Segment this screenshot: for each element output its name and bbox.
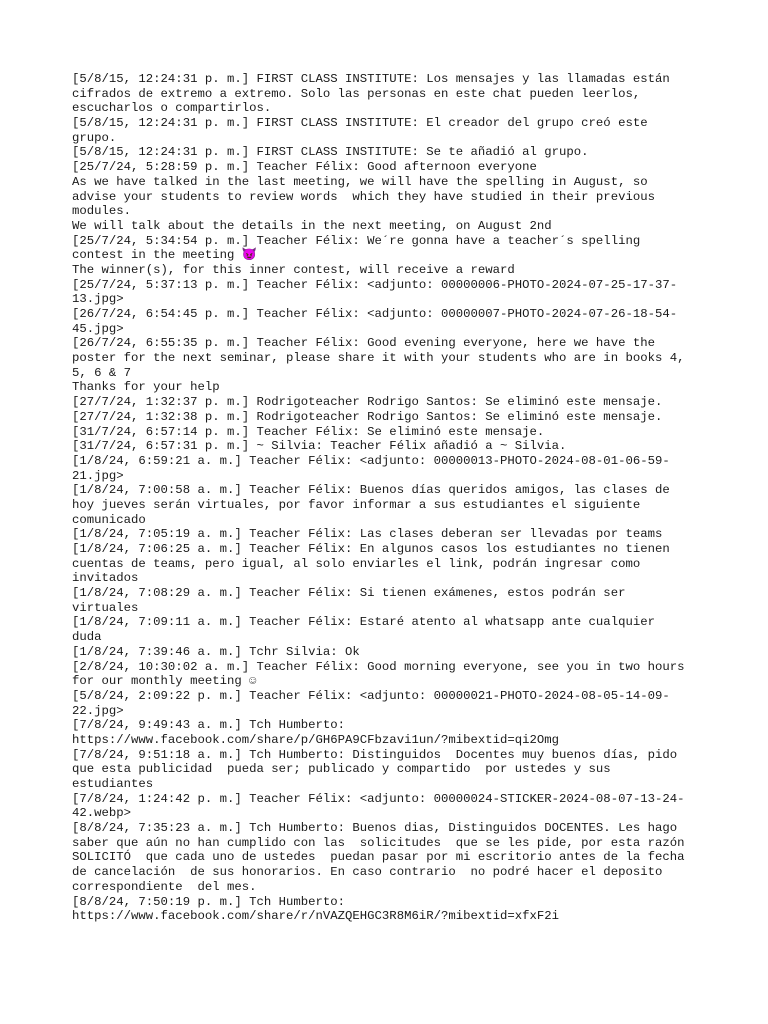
text-line: de cancelación de sus honorarios. En caso contrario no podré hacer el deposito [72, 865, 663, 880]
text-line: [7/8/24, 9:51:18 a. m.] Tch Humberto: Distinguidos Docentes muy buenos días, pido [72, 747, 678, 762]
text-line: [5/8/15, 12:24:31 p. m.] FIRST CLASS INSTITUTE: El creador del grupo creó este [72, 116, 648, 131]
text-line: 21.jpg> [72, 468, 124, 483]
text-line: https://www.facebook.com/share/r/nVAZQEHGC3R8M6iR/?mibextid=xfxF2i [72, 909, 560, 924]
text-line: [27/7/24, 1:32:38 p. m.] Rodrigoteacher Rodrigo Santos: Se eliminó este mensaje. [72, 409, 663, 424]
text-line: The winner(s), for this inner contest, will receive a reward [72, 262, 515, 277]
text-line: advise your students to review words which they have studied in their previous [72, 189, 655, 204]
text-line: [1/8/24, 6:59:21 a. m.] Teacher Félix: <adjunto: 00000013-PHOTO-2024-08-01-06-59- [72, 453, 670, 468]
text-line: [5/8/24, 2:09:22 p. m.] Teacher Félix: <adjunto: 00000021-PHOTO-2024-08-05-14-09- [72, 688, 670, 703]
text-line: cuentas de teams, pero igual, al solo enviarles el link, podrán ingresar como [72, 556, 641, 571]
text-line: https://www.facebook.com/share/p/GH6PA9CFbzavi1un/?mibextid=qi2Omg [72, 732, 560, 747]
text-line: correspondiente del mes. [72, 879, 257, 894]
text-line: [25/7/24, 5:34:54 p. m.] Teacher Félix: We´re gonna have a teacher´s spelling [72, 233, 641, 248]
text-line: [5/8/15, 12:24:31 p. m.] FIRST CLASS INSTITUTE: Se te añadió al grupo. [72, 145, 589, 160]
text-line: [31/7/24, 6:57:14 p. m.] Teacher Félix: Se eliminó este mensaje. [72, 424, 545, 439]
text-line: As we have talked in the last meeting, we will have the spelling in August, so [72, 174, 648, 189]
text-line: [7/8/24, 1:24:42 p. m.] Teacher Félix: <adjunto: 00000024-STICKER-2024-08-07-13-24- [72, 791, 685, 806]
text-line: modules. [72, 204, 132, 219]
text-line: [1/8/24, 7:05:19 a. m.] Teacher Félix: Las clases deberan ser llevadas por teams [72, 527, 663, 542]
text-line: SOLICITÓ que cada uno de ustedes puedan pasar por mi escritorio antes de la fecha [72, 850, 685, 865]
text-line: comunicado [72, 512, 146, 527]
text-line: We will talk about the details in the next meeting, on August 2nd [72, 218, 552, 233]
text-line: [2/8/24, 10:30:02 a. m.] Teacher Félix: Good morning everyone, see you in two hours [72, 659, 685, 674]
text-line: estudiantes [72, 777, 154, 791]
text-line: 22.jpg> [72, 703, 124, 718]
text-line: grupo. [72, 130, 117, 145]
text-line: hoy jueves serán virtuales, por favor informar a sus estudiantes el siguiente [72, 497, 641, 512]
text-line: [1/8/24, 7:39:46 a. m.] Tchr Silvia: Ok [72, 644, 360, 659]
chat-transcript [72, 72, 712, 924]
text-line: contest in the meeting 😈 [72, 248, 258, 263]
text-line: cifrados de extremo a extremo. Solo las personas en este chat pueden leerlos, [72, 86, 641, 101]
text-line: invitados [72, 571, 139, 586]
text-line: [5/8/15, 12:24:31 p. m.] FIRST CLASS INSTITUTE: Los mensajes y las llamadas están [72, 72, 670, 86]
text-line: [1/8/24, 7:08:29 a. m.] Teacher Félix: Si tienen exámenes, estos podrán ser [72, 586, 626, 601]
text-line: 5, 6 & 7 [72, 365, 132, 380]
text-line: [8/8/24, 7:50:19 p. m.] Tch Humberto: [72, 894, 346, 909]
text-line: [27/7/24, 1:32:37 p. m.] Rodrigoteacher Rodrigo Santos: Se eliminó este mensaje. [72, 395, 663, 410]
text-line: duda [72, 630, 102, 645]
text-line: [1/8/24, 7:06:25 a. m.] Teacher Félix: En algunos casos los estudiantes no tienen [72, 542, 670, 556]
text-line: 42.webp> [72, 806, 132, 821]
text-line: [7/8/24, 9:49:43 a. m.] Tch Humberto: [72, 718, 346, 733]
text-line: 45.jpg> [72, 321, 124, 336]
text-line: 13.jpg> [72, 292, 124, 307]
text-line: [1/8/24, 7:09:11 a. m.] Teacher Félix: Estaré atento al whatsapp ante cualquier [72, 615, 655, 630]
text-line: Thanks for your help [72, 380, 220, 395]
text-line: [8/8/24, 7:35:23 a. m.] Tch Humberto: Buenos dias, Distinguidos DOCENTES. Les hago [72, 821, 678, 836]
text-line: saber que aún no han cumplido con las solicitudes que se les pide, por esta razón [72, 835, 685, 850]
text-line: poster for the next seminar, please share it with your students who are in books 4, [72, 351, 685, 366]
text-line: [26/7/24, 6:54:45 p. m.] Teacher Félix: <adjunto: 00000007-PHOTO-2024-07-26-18-54- [72, 307, 678, 321]
text-line: [25/7/24, 5:28:59 p. m.] Teacher Félix: Good afternoon everyone [72, 160, 537, 175]
text-line: for our monthly meeting ☺ [72, 674, 257, 689]
text-line: [26/7/24, 6:55:35 p. m.] Teacher Félix: Good evening everyone, here we have the [72, 336, 655, 351]
text-line: virtuales [72, 600, 139, 615]
text-line: [25/7/24, 5:37:13 p. m.] Teacher Félix: <adjunto: 00000006-PHOTO-2024-07-25-17-37- [72, 277, 678, 292]
text-line: [31/7/24, 6:57:31 p. m.] ~ Silvia: Teacher Félix añadió a ~ Silvia. [72, 439, 567, 454]
text-line: [1/8/24, 7:00:58 a. m.] Teacher Félix: Buenos días queridos amigos, las clases de [72, 483, 670, 498]
text-line: que esta publicidad pueda ser; publicado y compartido por ustedes y sus [72, 762, 611, 777]
text-line: escucharlos o compartirlos. [72, 101, 272, 116]
